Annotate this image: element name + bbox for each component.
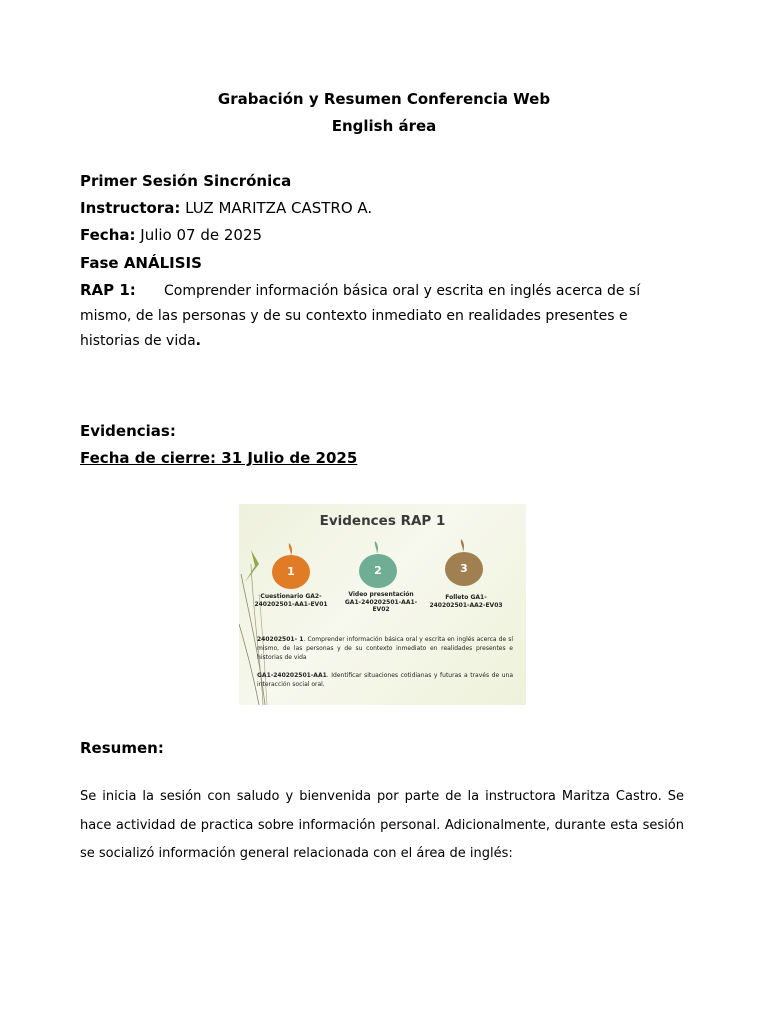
evidence-caption-3: Folleto GA1-240202501-AA2-EV03 <box>429 594 503 609</box>
summary-heading: Resumen: <box>80 739 164 757</box>
session-heading: Primer Sesión Sincrónica <box>80 172 292 190</box>
date-value: Julio 07 de 2025 <box>135 226 263 244</box>
figure-title: Evidences RAP 1 <box>319 513 446 529</box>
figure-text-activity-code: GA1-240202501-AA1 <box>257 672 327 679</box>
rap-paragraph <box>80 278 690 354</box>
summary-text: Se inicia la sesión con saludo y bienvenida por parte de la instructora Maritza Castro. Se hace actividad de practica sobre información personal. Adicionalmente, durante esta sesión se socializó información general relacionada con el área de inglés: <box>80 789 684 861</box>
leaf-decoration-icon <box>241 544 271 584</box>
evidence-circle-1: 1 <box>272 555 310 589</box>
evidence-caption-1: Cuestionario GA2-240202501-AA1-EV01 <box>254 593 328 608</box>
evidence-caption-2: Video presentación GA1-240202501-AA1-EV02 <box>344 591 418 613</box>
figure-text-rap <box>257 635 513 662</box>
sprout-icon <box>458 538 468 552</box>
figure-text-rap-body: . Comprender información básica oral y escrita en inglés acerca de sí mismo, de las personas y de su contexto inmediato en realidades presentes e historias de vida <box>257 636 513 661</box>
figure-text-activity-body: . Identificar situaciones cotidianas y futuras a través de una interacción social oral. <box>257 672 513 688</box>
sprout-icon <box>286 542 296 556</box>
figure-text-rap-code: 240202501- 1 <box>257 636 304 643</box>
rap-end: . <box>195 333 201 349</box>
instructor-label: Instructora: <box>80 199 181 217</box>
rap-text: Comprender información básica oral y escrita en inglés acerca de sí mismo, de las personas y de su contexto inmediato en realidades presentes e historias de vida <box>80 283 641 349</box>
date-line <box>80 226 262 244</box>
sprout-icon <box>372 540 382 554</box>
evidences-figure <box>239 504 526 705</box>
evidence-circle-3: 3 <box>445 552 483 586</box>
instructor-line <box>80 199 372 217</box>
figure-text-activity <box>257 671 513 689</box>
phase-label: Fase <box>80 254 124 272</box>
rap-label: RAP 1: <box>80 281 136 299</box>
date-label: Fecha: <box>80 226 136 244</box>
evidence-heading: Evidencias: <box>80 422 176 440</box>
phase-value: ANÁLISIS <box>123 254 202 272</box>
phase-line <box>80 254 202 272</box>
document-subtitle: English área <box>331 117 437 135</box>
evidence-circle-2: 2 <box>359 554 397 588</box>
document-title: Grabación y Resumen Conferencia Web <box>217 90 551 108</box>
instructor-value: LUZ MARITZA CASTRO A. <box>180 199 373 217</box>
evidence-close-date: Fecha de cierre: 31 Julio de 2025 <box>80 449 358 467</box>
